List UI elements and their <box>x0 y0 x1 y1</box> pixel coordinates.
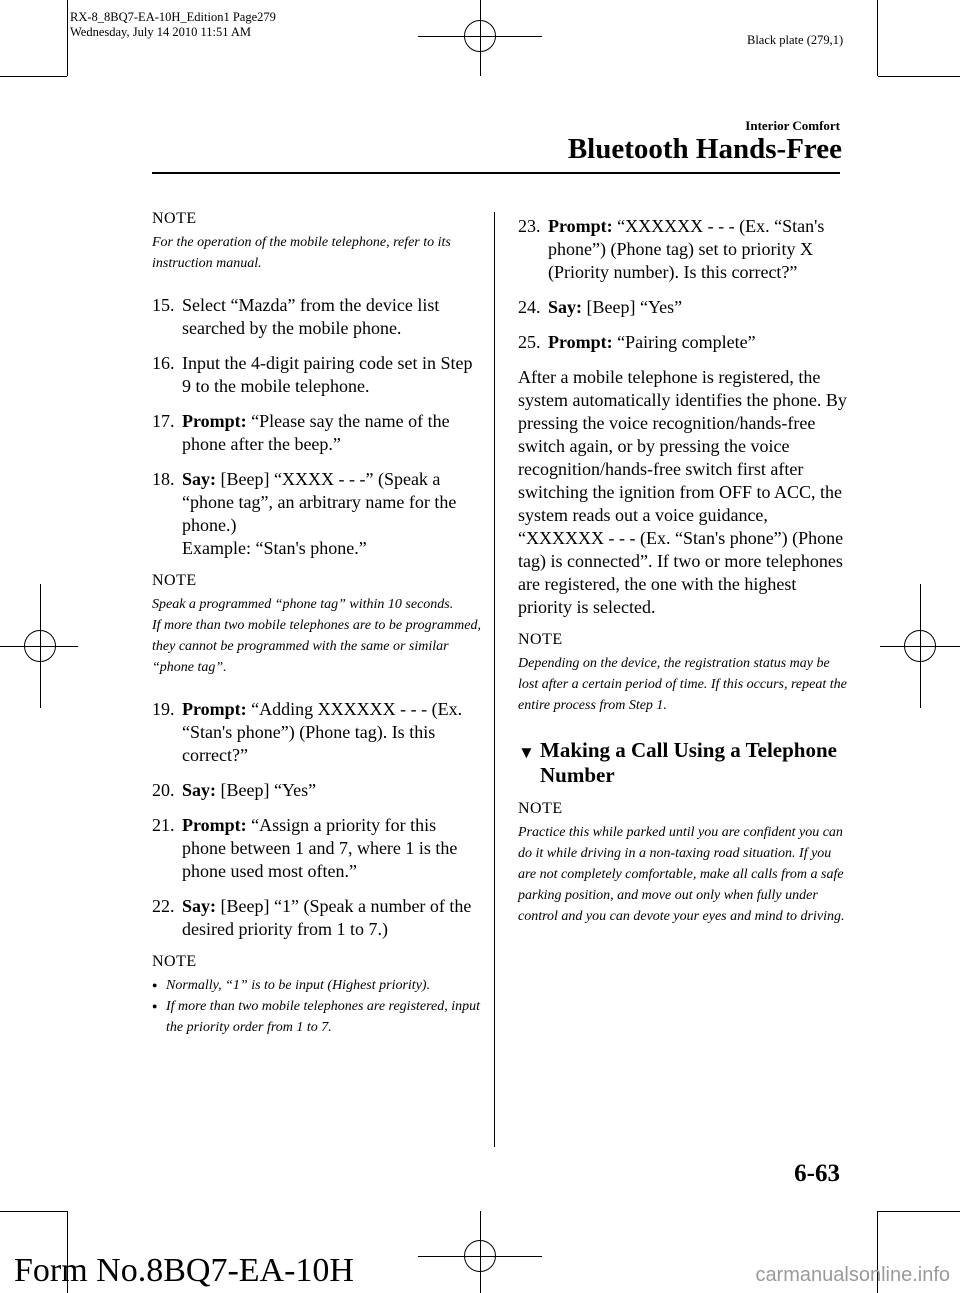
step-25: 25. Prompt: “Pairing complete” <box>518 332 756 352</box>
note-text: For the operation of the mobile telephone, refer to its instruction manual. <box>152 235 451 271</box>
triangle-down-icon: ▼ <box>518 743 535 762</box>
note-heading: NOTE <box>518 800 563 817</box>
bullet-icon: ● <box>152 1001 158 1011</box>
step-16: 16. Input the 4-digit pairing code set in Step 9 to the mobile telephone. <box>152 353 473 396</box>
print-plate: Black plate (279,1) <box>747 33 844 47</box>
right-column <box>518 215 848 927</box>
step-23: 23. Prompt: “XXXXXX - - - (Ex. “Stan's phone”) (Phone tag) set to priority X (Priority number). Is this correct?” <box>518 216 825 282</box>
print-file-line: RX-8_8BQ7-EA-10H_Edition1 Page279 <box>70 10 276 24</box>
bullet-icon: ● <box>152 980 158 990</box>
note-heading: NOTE <box>152 572 197 589</box>
section-title: Bluetooth Hands-Free <box>567 133 842 165</box>
print-date-line: Wednesday, July 14 2010 11:51 AM <box>70 25 252 39</box>
step-17: 17. Prompt: “Please say the name of the phone after the beep.” <box>152 411 450 454</box>
note-text: Practice this while parked until you are confident you can do it while driving in a non-taxing road situation. If you are not completely comfortable, make all calls from a safe parking position, and move out only when fully under control and you can devote your eyes and mind to driving. <box>518 825 845 924</box>
subheading: ▼ Making a Call Using a Telephone Number <box>518 738 837 787</box>
step-19: 19. Prompt: “Adding XXXXXX - - - (Ex. “Stan's phone”) (Phone tag). Is this correct?” <box>152 699 463 765</box>
step-20: 20. Say: [Beep] “Yes” <box>152 780 317 800</box>
step-18: 18. Say: [Beep] “XXXX - - -” (Speak a “phone tag”, an arbitrary name for the phone.) Example: “Stan's phone.” <box>152 469 457 558</box>
note-heading: NOTE <box>152 953 197 970</box>
left-column <box>152 210 482 1038</box>
bullet-item: ● If more than two mobile telephones are registered, input the priority order from 1 to 7. <box>152 996 482 1038</box>
step-21: 21. Prompt: “Assign a priority for this phone between 1 and 7, where 1 is the phone used most often.” <box>152 815 458 881</box>
step-15: 15. Select “Mazda” from the device list searched by the mobile phone. <box>152 295 440 338</box>
note-heading: NOTE <box>518 631 563 648</box>
step-24: 24. Say: [Beep] “Yes” <box>518 297 683 317</box>
note-text: Depending on the device, the registration status may be lost after a certain period of time. If this occurs, repeat the entire process from Step 1. <box>518 656 847 713</box>
note-heading: NOTE <box>152 210 197 227</box>
note-text: Speak a programmed “phone tag” within 10 seconds. <box>152 597 454 612</box>
step-22: 22. Say: [Beep] “1” (Speak a number of the desired priority from 1 to 7.) <box>152 896 472 939</box>
column-divider <box>494 212 495 1147</box>
watermark: carmanualsonline.info <box>755 1264 950 1286</box>
chapter-label: Interior Comfort <box>745 118 840 133</box>
header-rule <box>152 172 840 174</box>
note-text: If more than two mobile telephones are to be programmed, they cannot be programmed with the same or similar “phone tag”. <box>152 618 481 675</box>
page-number: 6-63 <box>794 1160 840 1187</box>
form-number: Form No.8BQ7-EA-10H <box>14 1252 354 1289</box>
body-paragraph: After a mobile telephone is registered, the system automatically identifies the phone. By pressing the voice recognition/hands-free switch again, or by pressing the voice recognition/hands-free switch first after switching the ignition from OFF to ACC, the system reads out a voice guidance, “XXXXXX - - - (Ex. “Stan's phone”) (Phone tag) is connected”. If two or more telephones are registered, the one with the highest priority is selected. <box>518 367 847 617</box>
bullet-item: ● Normally, “1” is to be input (Highest priority). <box>152 975 482 996</box>
